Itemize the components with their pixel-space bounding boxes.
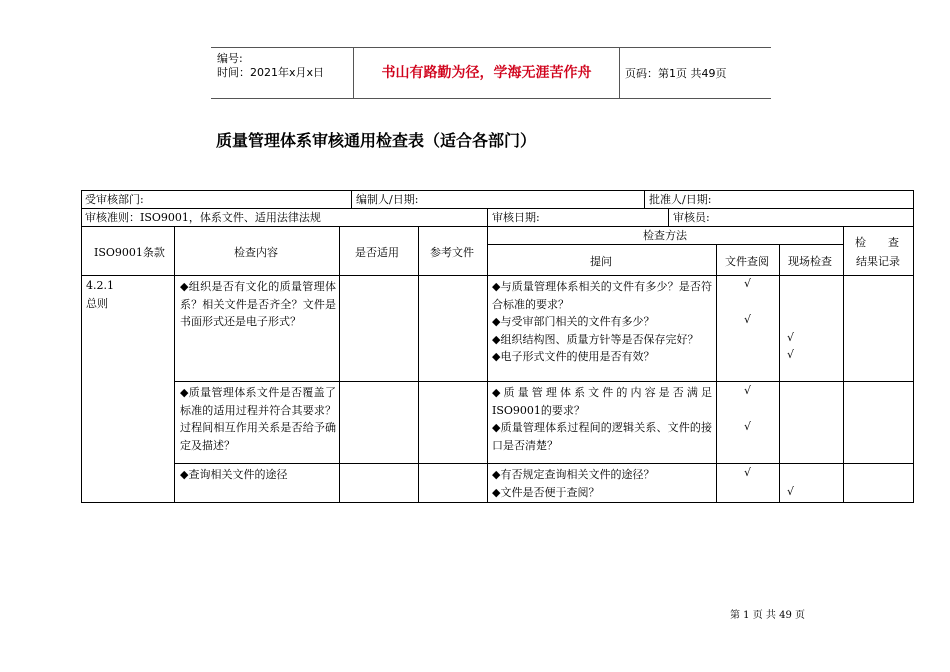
table-rule xyxy=(351,190,352,208)
table-rule xyxy=(174,463,914,464)
question-item: ◆文件是否便于查阅？ xyxy=(492,485,600,499)
table-rule xyxy=(716,244,717,503)
column-header-result: 结果记录 xyxy=(856,255,900,268)
check-mark: √ xyxy=(787,331,795,344)
page-number: 第 1 页 共 49 页 xyxy=(730,610,805,621)
header-page-label: 页码：第1页 共49页 xyxy=(625,67,727,80)
question-item: ◆有否规定查询相关文件的途径？ xyxy=(492,468,655,481)
header-motto: 书山有路勤为径，学海无涯苦作舟 xyxy=(381,65,592,81)
clause-number: 4.2.1 xyxy=(86,279,114,292)
table-rule xyxy=(644,190,645,208)
question-item: ◆与质量管理体系相关的文件有多少？是否符合标准的要求？ xyxy=(492,280,712,311)
check-content: ◆查询相关文件的途径 xyxy=(180,468,288,481)
table-rule xyxy=(174,226,175,503)
question-item: ◆组织结构图、质量方针等是否保存完好？ xyxy=(492,332,699,346)
question-list xyxy=(492,384,712,454)
check-mark: √ xyxy=(744,420,752,433)
code-label: 编号: xyxy=(217,52,243,65)
audit-criteria-field: 审核准则：ISO9001，体系文件、适用法律法规 xyxy=(85,211,321,224)
check-mark: √ xyxy=(744,384,752,397)
question-item: ◆与受审部门相关的文件有多少？ xyxy=(492,315,655,328)
question-list xyxy=(492,466,712,501)
audited-department-field: 受审核部门: xyxy=(85,193,144,206)
question-item: ◆电子形式文件的使用是否有效？ xyxy=(492,350,655,363)
check-mark: √ xyxy=(744,277,752,290)
table-rule xyxy=(779,244,780,503)
column-header-question: 提问 xyxy=(590,255,612,268)
question-list xyxy=(492,278,712,366)
table-rule xyxy=(913,190,914,503)
check-mark: √ xyxy=(787,485,795,498)
header-divider xyxy=(619,48,620,98)
table-rule xyxy=(487,208,488,226)
table-rule xyxy=(174,381,914,382)
question-item: ◆质量管理体系过程间的逻辑关系、文件的接口是否清楚？ xyxy=(492,421,712,452)
column-header-result: 检 查 xyxy=(855,236,899,249)
question-item: ◆质量管理体系文件的内容是否满足ISO9001的要求？ xyxy=(492,386,712,417)
check-content: ◆组织是否有文化的质量管理体系？相关文件是否齐全？文件是书面形式还是电子形式？ xyxy=(180,280,336,328)
column-header-site-check: 现场检查 xyxy=(788,255,832,268)
checklist-table xyxy=(81,190,914,503)
table-rule xyxy=(81,190,82,503)
page-title: 质量管理体系审核通用检查表（适合各部门） xyxy=(216,131,537,150)
auditor-field: 审核员: xyxy=(673,211,710,224)
compiler-date-field: 编制人/日期: xyxy=(356,193,419,206)
table-rule xyxy=(81,275,914,276)
column-header-applicable: 是否适用 xyxy=(355,246,399,259)
header-meta xyxy=(217,52,324,80)
document-header xyxy=(211,47,771,99)
column-header-reference: 参考文件 xyxy=(430,246,474,259)
table-rule xyxy=(418,226,419,503)
clause-name: 总则 xyxy=(86,297,108,310)
check-mark: √ xyxy=(744,313,752,326)
table-rule xyxy=(487,226,488,503)
table-rule xyxy=(81,190,914,191)
column-header-content: 检查内容 xyxy=(234,246,278,259)
table-rule xyxy=(487,244,843,245)
column-header-clause: ISO9001条款 xyxy=(94,246,165,259)
table-rule xyxy=(81,226,914,227)
table-rule xyxy=(81,502,914,503)
table-rule xyxy=(843,226,844,503)
approver-date-field: 批准人/日期: xyxy=(649,193,712,206)
table-rule xyxy=(668,208,669,226)
column-header-method: 检查方法 xyxy=(643,229,687,242)
check-mark: √ xyxy=(787,348,795,361)
column-header-doc-review: 文件查阅 xyxy=(725,255,769,268)
check-mark: √ xyxy=(744,466,752,479)
table-rule xyxy=(339,226,340,503)
check-content: ◆质量管理体系文件是否覆盖了标准的适用过程并符合其要求？过程间相互作用关系是否给予确定及描述？ xyxy=(180,386,336,452)
audit-date-field: 审核日期: xyxy=(492,211,540,224)
time-label: 时间：2021年x月x日 xyxy=(217,66,325,79)
